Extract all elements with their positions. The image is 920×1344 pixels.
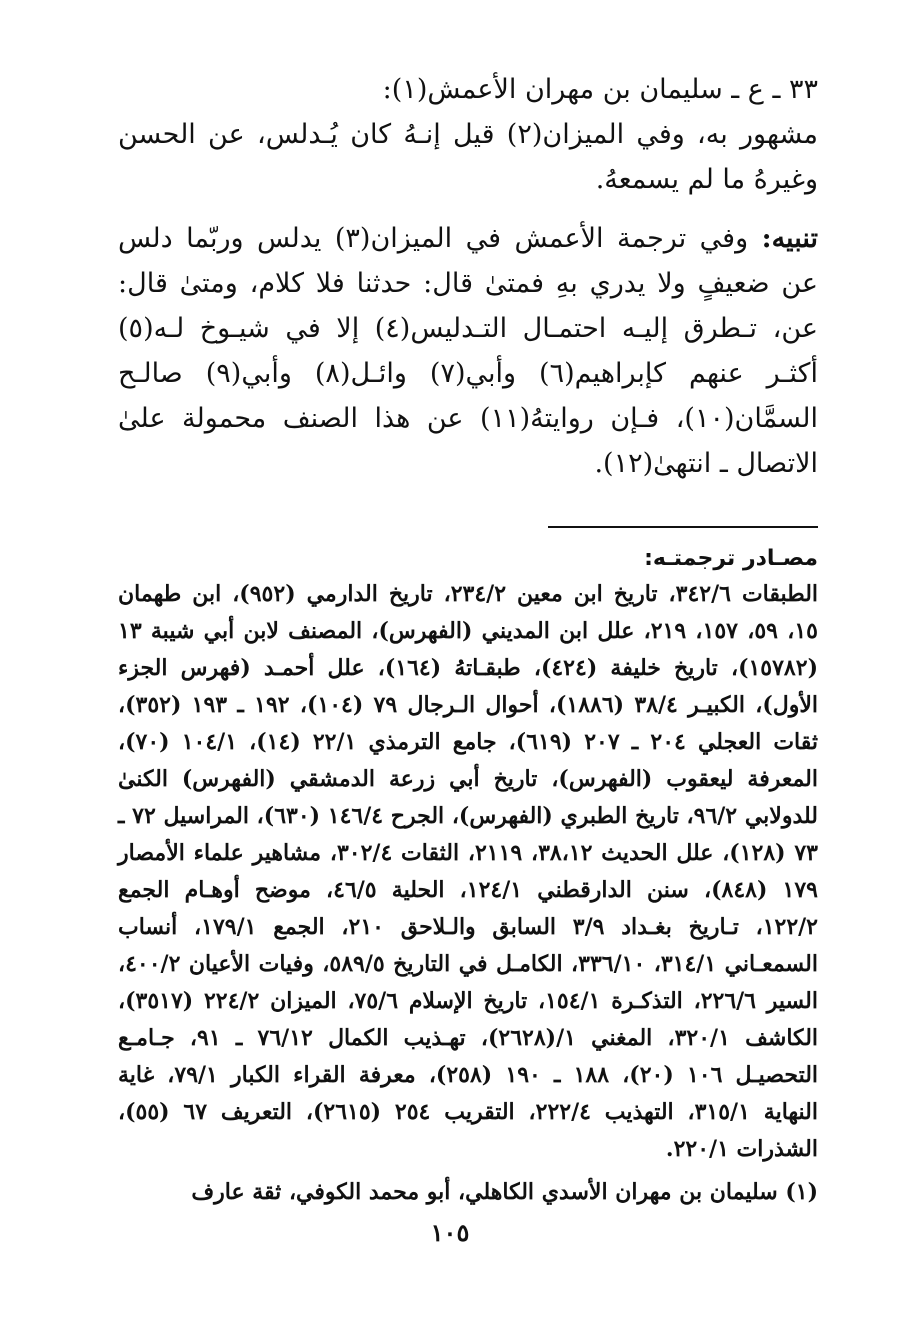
- sources-title: مصـادر ترجمتـه:: [644, 546, 818, 571]
- note-text: وفي ترجمة الأعمش في الميزان(٣) يدلس وربّما دلس عن ضعيفٍ ولا يدري بهِ فمتىٰ قال: حدثنا فلا كلام، ومتىٰ قال: عن، تـطرق إليـه احتمـال التـدليس(٤) إلا في شيـوخ لـه(٥) أكثـر عنهم كإبراهيم(٦) وأبي(٧) وائـل(٨) وأبي(٩) صالـح السمَّان(١٠)، فـإن روايتهُ(١١) عن هذا الصنف محمولة علىٰ الاتصال ـ انتهىٰ(١٢).: [118, 223, 818, 479]
- footnote-1: (١) سليمان بن مهران الأسدي الكاهلي، أبو محمد الكوفي، ثقة عارف: [191, 1179, 818, 1205]
- note-paragraph: [118, 216, 818, 486]
- page-body: [118, 70, 818, 1211]
- sources-text: الطبقات ٣٤٢/٦، تاريخ ابن معين ٢٣٤/٢، تاريخ الدارمي (٩٥٢)، ابن طهمان ١٥، ٥٩، ١٥٧، ٢١٩، علل ابن المديني (الفهرس)، المصنف لابن أبي شيبة ١٣ (١٥٧٨٢)، تاريخ خليفة (٤٢٤)، طبقـاتهُ (١٦٤)، علل أحمـد (فهرس الجزء الأول)، الكبيـر ٣٨/٤ (١٨٨٦)، أحوال الـرجال ٧٩ (١٠٤)، ١٩٢ ـ ١٩٣ (٣٥٢)، ثقات العجلي ٢٠٤ ـ ٢٠٧ (٦١٩)، جامع الترمذي ٢٢/١ (١٤)، ١٠٤/١ (٧٠)، المعرفة ليعقوب (الفهرس)، تاريخ أبي زرعة الدمشقي (الفهرس) الكنىٰ للدولابي ٩٦/٢، تاريخ الطبري (الفهرس)، الجرح ١٤٦/٤ (٦٣٠)، المراسيل ٧٢ ـ ٧٣ (١٢٨)، علل الحديث ٣٨،١٢، ٢١١٩، الثقات ٣٠٢/٤، مشاهير علماء الأمصار ١٧٩ (٨٤٨)، سنن الدارقطني ١٢٤/١، الحلية ٤٦/٥، موضح أوهـام الجمع ١٢٢/٢، تـاريخ بغـداد ٣/٩ السابق والـلاحق ٢١٠، الجمع ١٧٩/١، أنساب السمعـاني ٣١٤/١، ٣٣٦/١٠، الكامـل في التاريخ ٥٨٩/٥، وفيات الأعيان ٤٠٠/٢، السير ٢٢٦/٦، التذكـرة ١٥٤/١، تاريخ الإسلام ٧٥/٦، الميزان ٢٢٤/٢ (٣٥١٧)، الكاشف ٣٢٠/١، المغني ١/(٢٦٢٨)، تهـذيب الكمال ٧٦/١٢ ـ ٩١، جـامـع التحصيـل ١٠٦ (٢٠)، ١٨٨ ـ ١٩٠ (٢٥٨)، معرفة القراء الكبار ٧٩/١، غاية النهاية ٣١٥/١، التهذيب ٢٢٢/٤، التقريب ٢٥٤ (٢٦١٥)، التعريف ٦٧ (٥٥)، الشذرات ٢٢٠/١.: [118, 581, 819, 1162]
- footnote-divider-wrap: [118, 486, 818, 542]
- entry-heading: ٣٣ ـ ع ـ سليمان بن مهران الأعمش(١):: [382, 74, 818, 105]
- page-number: ١٠٥: [430, 1218, 470, 1247]
- footnote-divider: [548, 526, 818, 528]
- note-label: تنبيه:: [761, 223, 819, 254]
- entry-paragraph: مشهور به، وفي الميزان(٢) قيل إنـهُ كان يُـدلس، عن الحسن وغيرهُ ما لم يسمعهُ.: [118, 119, 818, 195]
